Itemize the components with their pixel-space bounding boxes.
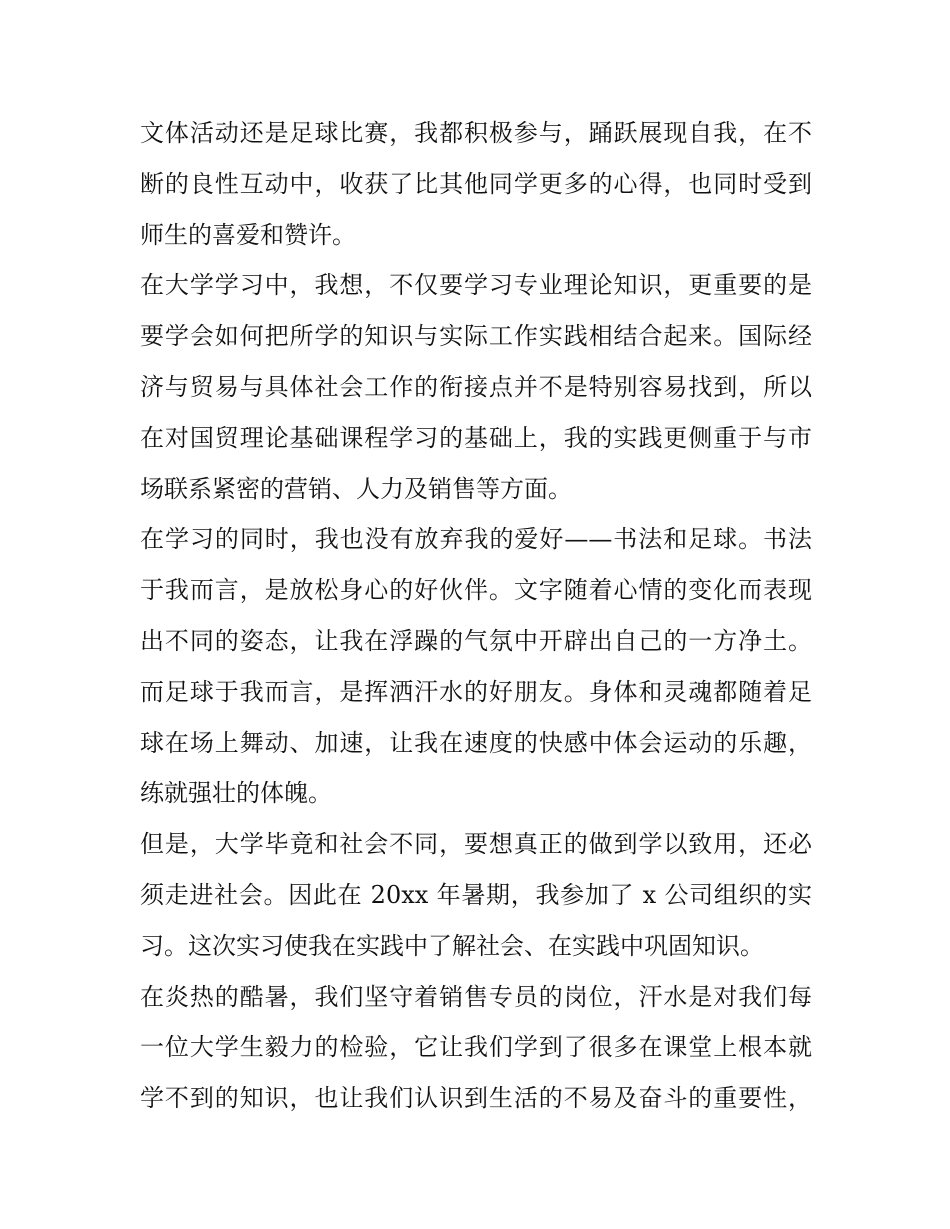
text-line: 习。这次实习使我在实践中了解社会、在实践中巩固知识。 (140, 931, 764, 960)
text-line: 在大学学习中，我想，不仅要学习专业理论知识，更重要的是 (140, 271, 812, 300)
text-line: 练就强壮的体魄。 (140, 779, 332, 808)
text-line: 师生的喜爱和赞许。 (140, 220, 356, 249)
text-line: 在学习的同时，我也没有放弃我的爱好——书法和足球。书法 (140, 525, 812, 554)
document-body (140, 108, 812, 1124)
text-line: 但是，大学毕竟和社会不同，要想真正的做到学以致用，还必 (140, 830, 812, 859)
text-line: 须走进社会。因此在 20xx 年暑期，我参加了 x 公司组织的实 (140, 880, 812, 909)
text-line: 断的良性互动中，收获了比其他同学更多的心得，也同时受到 (140, 169, 812, 198)
text-line: 场联系紧密的营销、人力及销售等方面。 (140, 474, 572, 503)
text-line: 在对国贸理论基础课程学习的基础上，我的实践更侧重于与市 (140, 423, 812, 452)
text-line: 在炎热的酷暑，我们坚守着销售专员的岗位，汗水是对我们每 (140, 982, 812, 1011)
text-line: 出不同的姿态，让我在浮躁的气氛中开辟出自己的一方净土。 (140, 626, 812, 655)
text-line: 要学会如何把所学的知识与实际工作实践相结合起来。国际经 (140, 322, 812, 351)
text-line: 而足球于我而言，是挥洒汗水的好朋友。身体和灵魂都随着足 (140, 677, 812, 706)
text-line: 文体活动还是足球比赛，我都积极参与，踊跃展现自我，在不 (140, 119, 812, 147)
text-line: 济与贸易与具体社会工作的衔接点并不是特别容易找到，所以 (140, 372, 812, 401)
text-line: 一位大学生毅力的检验，它让我们学到了很多在课堂上根本就 (140, 1033, 812, 1062)
text-line: 球在场上舞动、加速，让我在速度的快感中体会运动的乐趣， (140, 728, 812, 757)
text-line: 学不到的知识，也让我们认识到生活的不易及奋斗的重要性， (140, 1084, 812, 1113)
text-line: 于我而言，是放松身心的好伙伴。文字随着心情的变化而表现 (140, 576, 812, 605)
